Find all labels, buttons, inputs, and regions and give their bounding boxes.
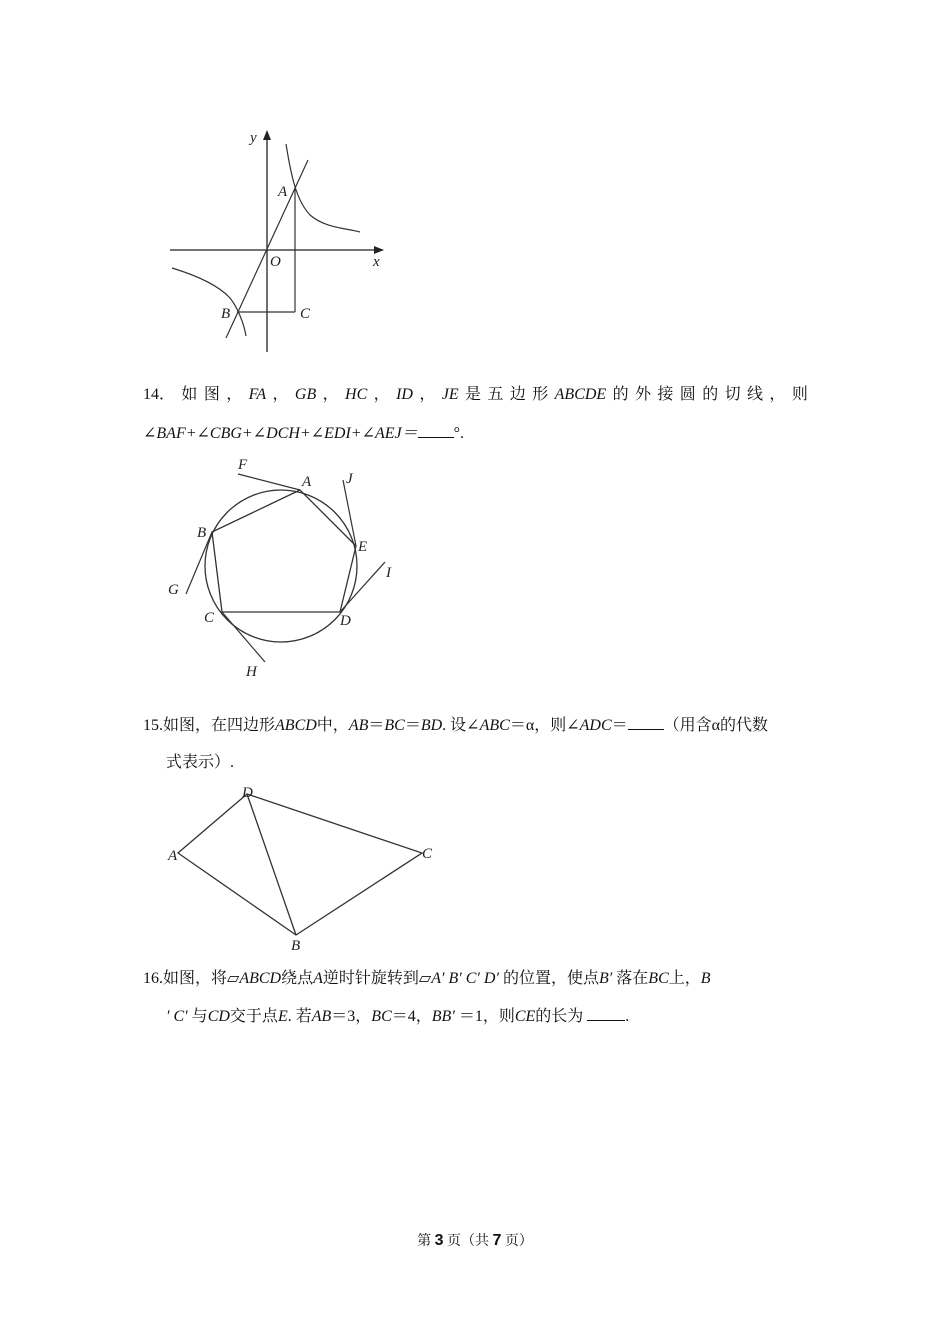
q14-word: GB (294, 386, 317, 403)
footer-text: 第 (417, 1234, 432, 1249)
q16-text: B′ (599, 970, 613, 987)
pentagon-abcde (212, 490, 356, 612)
q16-text: 落在 (612, 970, 649, 987)
label-f: F (238, 457, 248, 473)
q16-text: BC (371, 1008, 392, 1025)
q14-word: FA (248, 386, 267, 403)
q15-text: 中， (316, 717, 349, 734)
tangent-hc (222, 612, 265, 662)
q15-text: （用含α的代数 (663, 717, 769, 734)
q16-text: ABCD (239, 970, 282, 987)
hyperbola-svg (160, 120, 400, 360)
y-axis-arrow (263, 130, 271, 140)
q15-text: ＝ (368, 717, 385, 734)
q15-text: ADC (579, 717, 612, 734)
q14-word: 线 (747, 386, 764, 403)
q15-text: ＝α，则∠ (509, 717, 580, 734)
q14-word: HC (345, 386, 368, 403)
label-j: J (346, 471, 353, 487)
tangent-id (340, 562, 385, 612)
q16-text: 如图，将▱ (163, 970, 240, 987)
q14-word: 的 (612, 386, 629, 403)
q16-text: 上， (668, 970, 701, 987)
label-a: A (302, 474, 312, 490)
page-footer (0, 1230, 950, 1250)
q16-text: ＝4， (391, 1008, 432, 1025)
q15-text: ABCD (275, 717, 317, 734)
q16-text: ′ C′ (166, 1008, 188, 1025)
q14-word: 图 (203, 386, 220, 403)
q14-word: 圆 (679, 386, 696, 403)
question-14-line-2 (143, 423, 808, 444)
q15-text: 如图，在四边形 (163, 717, 276, 734)
q16-text: 绕点 (281, 970, 314, 987)
q14-word: 五 (487, 386, 504, 403)
q16-text: CE (514, 1008, 536, 1025)
label-e: E (358, 539, 368, 555)
label-origin: O (270, 254, 281, 270)
label-c: C (204, 610, 215, 626)
figure-hyperbola-graph (160, 120, 400, 360)
q16-text: 交于点 (229, 1008, 278, 1025)
q14-word: ， (769, 386, 786, 403)
q15-text: BD (420, 717, 443, 734)
figure-pentagon-circle (160, 450, 410, 685)
q15-text: . 设∠ (442, 717, 480, 734)
q16-text: BC (648, 970, 669, 987)
q15-text: ABC (479, 717, 510, 734)
label-c: C (422, 846, 433, 862)
q16-text: A (313, 970, 323, 987)
q16-text: . (625, 1008, 630, 1025)
answer-blank[interactable] (587, 1006, 625, 1021)
q16-text: AB (311, 1008, 332, 1025)
label-i: I (386, 565, 391, 581)
question-15-line-1 (143, 715, 808, 736)
q14-word: 外 (634, 386, 651, 403)
question-16-number: 16. (143, 970, 163, 987)
q14-word: 边 (509, 386, 526, 403)
q14-word: 是 (465, 386, 482, 403)
figure-quadrilateral-abcd (160, 780, 450, 955)
answer-blank[interactable] (418, 423, 454, 438)
q15-text: ＝ (611, 717, 628, 734)
answer-blank[interactable] (628, 715, 664, 730)
q16-text: BB′ (431, 1008, 455, 1025)
label-point-a: A (278, 184, 288, 200)
quadrilateral-svg (160, 780, 450, 955)
q16-text: ＝3， (331, 1008, 372, 1025)
q15-text: 式表示）. (166, 754, 235, 771)
label-b: B (291, 938, 301, 954)
q15-text: AB (348, 717, 369, 734)
q16-text: CD (207, 1008, 230, 1025)
q14-word: ， (419, 386, 436, 403)
label-d: D (242, 785, 253, 801)
tangent-fa (238, 474, 300, 490)
question-15-line-2 (166, 753, 831, 773)
q16-text: 的长为 (535, 1008, 584, 1025)
q14-word: 形 (532, 386, 549, 403)
question-16-line-2 (166, 1006, 831, 1027)
pentagon-svg (160, 450, 410, 685)
q16-text: E (277, 1008, 288, 1025)
q14-word: ABCDE (554, 386, 607, 403)
label-a: A (168, 848, 178, 864)
tangent-je (343, 480, 356, 546)
label-d: D (340, 613, 351, 629)
q14-word: 切 (724, 386, 741, 403)
q16-text: 的位置，使点 (498, 970, 599, 987)
q14-word: 如 (181, 386, 198, 403)
x-axis-arrow (374, 246, 384, 254)
total-pages: 7 (492, 1232, 502, 1249)
question-14-line-1 (143, 385, 808, 405)
q15-text: ＝ (404, 717, 421, 734)
q16-text: ＝1，则 (454, 1008, 515, 1025)
q14-word: ， (272, 386, 289, 403)
q16-text: 逆时针旋转到▱ (322, 970, 432, 987)
question-16-line-1 (143, 969, 808, 989)
q14-word: 的 (702, 386, 719, 403)
q15-text: BC (384, 717, 405, 734)
label-y-axis: y (250, 130, 257, 146)
question-14-number: 14． (143, 386, 176, 403)
q14-unit: °. (453, 425, 465, 442)
quadrilateral-outline (178, 794, 422, 935)
label-b: B (197, 525, 207, 541)
q14-word: ， (322, 386, 339, 403)
q16-text: 与 (187, 1008, 208, 1025)
label-x-axis: x (373, 254, 380, 270)
diagonal-db (247, 794, 296, 935)
question-15-number: 15. (143, 717, 163, 734)
q16-text: . 若 (287, 1008, 312, 1025)
q14-word: 接 (657, 386, 674, 403)
footer-text: 页） (504, 1234, 533, 1249)
q16-text: B (700, 970, 711, 987)
label-point-c: C (300, 306, 311, 322)
q14-word: 则 (791, 386, 808, 403)
q14-word: ， (226, 386, 243, 403)
hyperbola-branch-upper (286, 144, 360, 232)
page-number: 3 (434, 1232, 444, 1249)
tangent-gb (186, 532, 212, 594)
footer-text: 页（共 (447, 1234, 489, 1249)
label-point-b: B (221, 306, 231, 322)
q14-word: JE (441, 386, 459, 403)
label-h: H (246, 664, 257, 680)
q16-text: A′ B′ C′ D′ (431, 970, 499, 987)
q14-word: ， (373, 386, 390, 403)
hyperbola-branch-lower (172, 268, 246, 336)
q14-word: ID (396, 386, 413, 403)
label-g: G (168, 582, 179, 598)
q14-angle-expression: ∠BAF+∠CBG+∠DCH+∠EDI+∠AEJ＝ (143, 425, 418, 442)
